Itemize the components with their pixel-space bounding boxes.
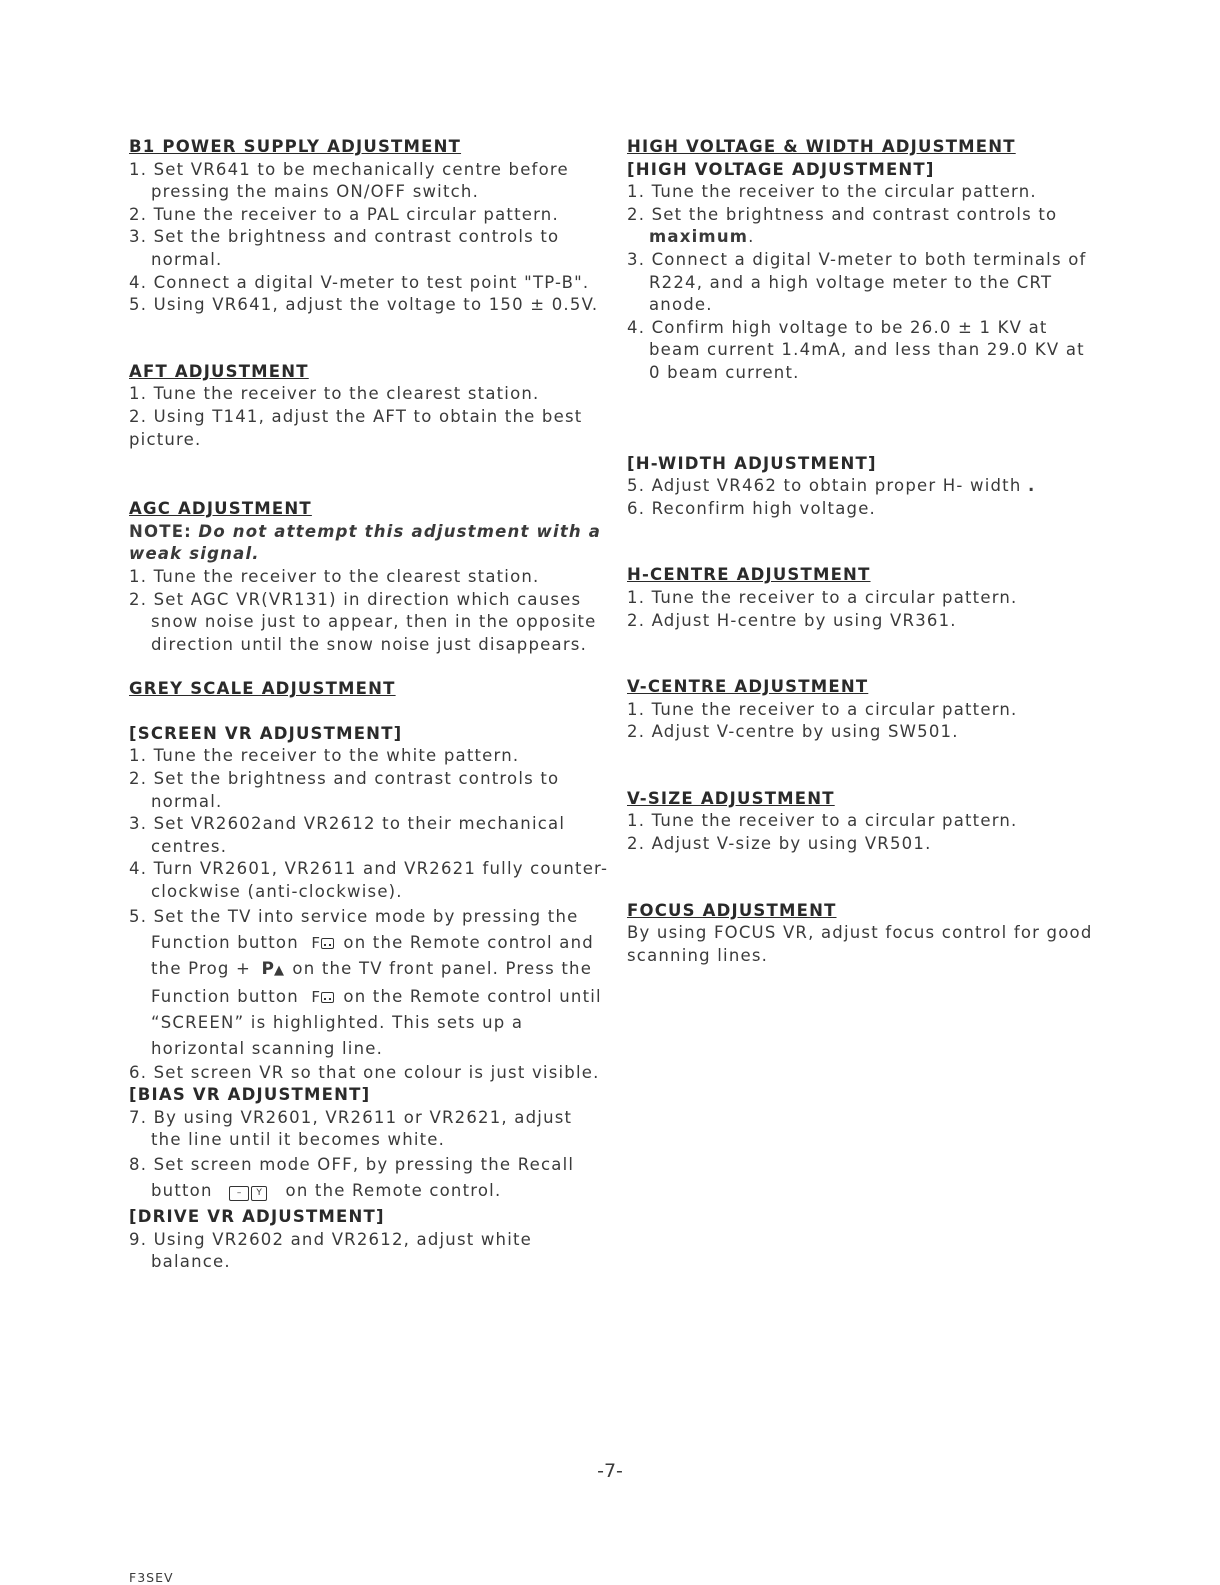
- screen-step-5: [129, 904, 609, 1062]
- function-icon-letter: F: [311, 933, 320, 952]
- h-centre-heading: H-CENTRE ADJUSTMENT: [627, 565, 871, 585]
- b1-step-3: 3. Set the brightness and contrast controls to normal.: [129, 227, 560, 269]
- screen-step-2: 2. Set the brightness and contrast controls to normal.: [129, 769, 560, 811]
- v-size-heading: V-SIZE ADJUSTMENT: [627, 788, 835, 808]
- hw-step-5: [627, 475, 1097, 498]
- b1-step-4: 4. Connect a digital V-meter to test point "TP-B".: [129, 272, 590, 292]
- hv-step-2-end: .: [748, 227, 755, 247]
- aft-heading: AFT ADJUSTMENT: [129, 361, 309, 381]
- agc-step-2: 2. Set AGC VR(VR131) in direction which causes snow noise just to appear, then in the opposite direction until the snow noise just disappears.: [129, 589, 597, 654]
- function-button-icon: [311, 930, 334, 956]
- hv-step-4: 4. Confirm high voltage to be 26.0 ± 1 KV at beam current 1.4mA, and less than 29.0 KV at 0 beam current.: [627, 317, 1085, 382]
- hc-step-1: 1. Tune the receiver to a circular pattern.: [627, 587, 1018, 607]
- bias-step-7: 7. By using VR2601, VR2611 or VR2621, adjust the line until it becomes white.: [129, 1107, 573, 1150]
- step5-text-d: on the Remote control until “SCREEN” is highlighted. This sets up a horizontal scanning line.: [151, 986, 602, 1058]
- v-centre-heading: V-CENTRE ADJUSTMENT: [627, 677, 869, 697]
- focus-text: By using FOCUS VR, adjust focus control for good scanning lines.: [627, 923, 1093, 965]
- screen-vr-subheading: [SCREEN VR ADJUSTMENT]: [129, 723, 403, 743]
- vs-step-1: 1. Tune the receiver to a circular pattern.: [627, 811, 1018, 831]
- hv-step-1: 1. Tune the receiver to the circular pattern.: [627, 182, 1037, 202]
- vc-step-1: 1. Tune the receiver to a circular pattern.: [627, 699, 1018, 719]
- h-width-subheading: [H-WIDTH ADJUSTMENT]: [627, 453, 877, 473]
- hv-step-2-text: 2. Set the brightness and contrast controls to: [627, 204, 1058, 224]
- screen-step-1: 1. Tune the receiver to the white pattern.: [129, 746, 520, 766]
- vs-step-2: 2. Adjust V-size by using VR501.: [627, 834, 932, 854]
- function-icon-letter: F: [311, 987, 320, 1006]
- agc-note: [129, 521, 609, 566]
- b1-step-1: 1. Set VR641 to be mechanically centre before pressing the mains ON/OFF switch.: [129, 159, 569, 202]
- hw-step-5-text: 5. Adjust VR462 to obtain proper H- width: [627, 476, 1022, 496]
- b1-power-supply-heading: B1 POWER SUPPLY ADJUSTMENT: [129, 137, 462, 156]
- right-column: [627, 136, 1097, 967]
- hv-step-3: 3. Connect a digital V-meter to both terminals of R224, and a high voltage meter to the CRT anode.: [627, 249, 1087, 315]
- step8-text-a: 8. Set screen mode OFF, by pressing the Recall button: [129, 1155, 575, 1200]
- agc-note-label: NOTE:: [129, 521, 192, 541]
- model-code: F3SEV: [129, 1570, 174, 1585]
- high-voltage-width-heading: HIGH VOLTAGE & WIDTH ADJUSTMENT: [627, 137, 1016, 156]
- prog-icon-letter: P: [261, 958, 274, 979]
- drive-vr-subheading: [DRIVE VR ADJUSTMENT]: [129, 1207, 385, 1226]
- prog-up-icon: P▲: [261, 958, 284, 979]
- bias-vr-subheading: [BIAS VR ADJUSTMENT]: [129, 1085, 371, 1105]
- hw-step-6: 6. Reconfirm high voltage.: [627, 498, 877, 518]
- function-button-icon: [311, 984, 334, 1010]
- vc-step-2: 2. Adjust V-centre by using SW501.: [627, 722, 959, 742]
- b1-step-5: 5. Using VR641, adjust the voltage to 150 ± 0.5V.: [129, 295, 599, 315]
- aft-step-1: 1. Tune the receiver to the clearest station.: [129, 384, 540, 404]
- step5-text-c: on the TV front panel. Press the Function button: [151, 958, 593, 1006]
- b1-step-2: 2. Tune the receiver to a PAL circular pattern.: [129, 204, 559, 224]
- recall-button-icon: – Y: [229, 1180, 267, 1206]
- step8-text-b: on the Remote control.: [285, 1181, 502, 1200]
- screen-step-3: 3. Set VR2602and VR2612 to their mechanical centres.: [129, 814, 566, 856]
- step5-text-a: 5. Set the TV into service mode by pressing the Function button: [129, 906, 579, 952]
- agc-heading: AGC ADJUSTMENT: [129, 499, 312, 519]
- agc-step-1: 1. Tune the receiver to the clearest station.: [129, 566, 540, 586]
- hc-step-2: 2. Adjust H-centre by using VR361.: [627, 610, 957, 630]
- left-column: [129, 136, 609, 1274]
- agc-note-text: Do not attempt this adjustment with a weak signal.: [129, 521, 602, 564]
- hv-step-2-emphasis: maximum: [649, 227, 749, 247]
- bias-step-8: [129, 1152, 609, 1206]
- drive-step-9: 9. Using VR2602 and VR2612, adjust white balance.: [129, 1229, 533, 1272]
- step5-text-b: on the Remote control and the Prog +: [151, 932, 594, 978]
- screen-step-6: 6. Set screen VR so that one colour is just visible.: [129, 1062, 600, 1082]
- screen-step-4: 4. Turn VR2601, VR2611 and VR2621 fully counter-clockwise (anti-clockwise).: [129, 859, 609, 902]
- hw-step-5-end: .: [1027, 476, 1036, 496]
- page-number: -7-: [597, 1460, 623, 1482]
- aft-step-2: 2. Using T141, adjust the AFT to obtain the best picture.: [129, 406, 583, 449]
- grey-scale-heading: GREY SCALE ADJUSTMENT: [129, 679, 396, 699]
- high-voltage-subheading: [HIGH VOLTAGE ADJUSTMENT]: [627, 159, 935, 179]
- hv-step-2: [627, 204, 1097, 249]
- focus-heading: FOCUS ADJUSTMENT: [627, 900, 837, 920]
